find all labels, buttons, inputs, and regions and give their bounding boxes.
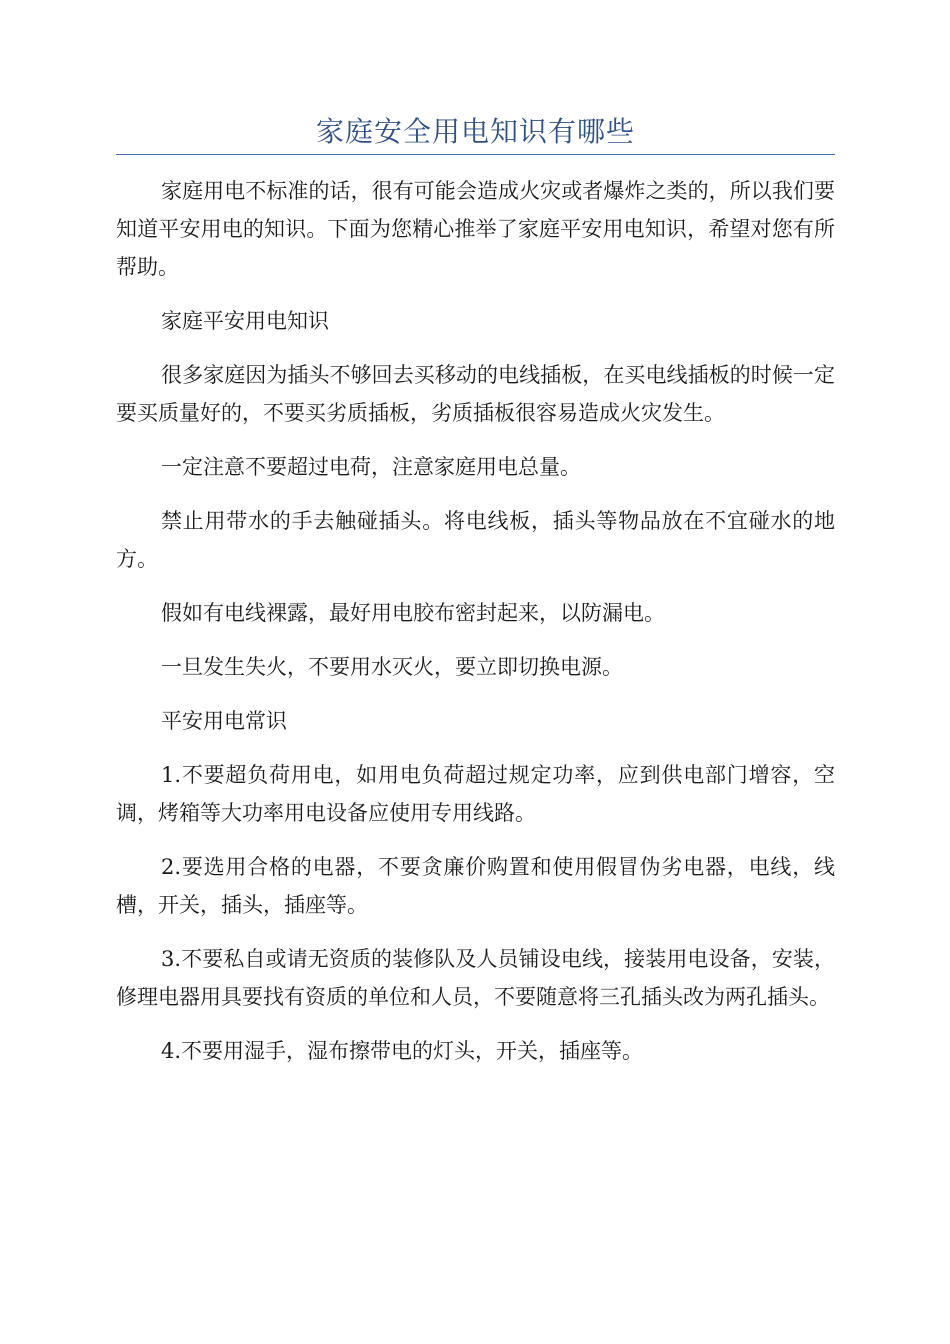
page-title: 家庭安全用电知识有哪些 bbox=[315, 115, 635, 148]
paragraph: 一旦发生失火，不要用水灭火，要立即切换电源。 bbox=[161, 655, 623, 679]
list-item: 1.不要超负荷用电，如用电负荷超过规定功率，应到供电部门增容，空调，烤箱等大功率用电设备应使用专用线路。 bbox=[116, 763, 835, 825]
paragraph: 一定注意不要超过电荷，注意家庭用电总量。 bbox=[161, 455, 581, 479]
section-heading-knowledge: 家庭平安用电知识 bbox=[161, 309, 329, 333]
paragraph: 很多家庭因为插头不够回去买移动的电线插板，在买电线插板的时候一定要买质量好的，不要买劣质插板，劣质插板很容易造成火灾发生。 bbox=[116, 363, 835, 425]
section-heading-common-sense: 平安用电常识 bbox=[161, 709, 287, 733]
title-divider bbox=[116, 154, 835, 155]
document-body bbox=[116, 172, 835, 1086]
paragraph: 假如有电线裸露，最好用电胶布密封起来，以防漏电。 bbox=[161, 601, 665, 625]
paragraph: 禁止用带水的手去触碰插头。将电线板，插头等物品放在不宜碰水的地方。 bbox=[116, 509, 835, 571]
list-item: 4.不要用湿手，湿布擦带电的灯头，开关，插座等。 bbox=[161, 1039, 644, 1063]
list-item: 3.不要私自或请无资质的装修队及人员铺设电线，接装用电设备，安装，修理电器用具要找有资质的单位和人员，不要随意将三孔插头改为两孔插头。 bbox=[116, 947, 835, 1009]
list-item: 2.要选用合格的电器，不要贪廉价购置和使用假冒伪劣电器，电线，线槽，开关，插头，插座等。 bbox=[116, 855, 835, 917]
intro-paragraph: 家庭用电不标准的话，很有可能会造成火灾或者爆炸之类的，所以我们要知道平安用电的知识。下面为您精心推举了家庭平安用电知识，希望对您有所帮助。 bbox=[116, 179, 835, 279]
